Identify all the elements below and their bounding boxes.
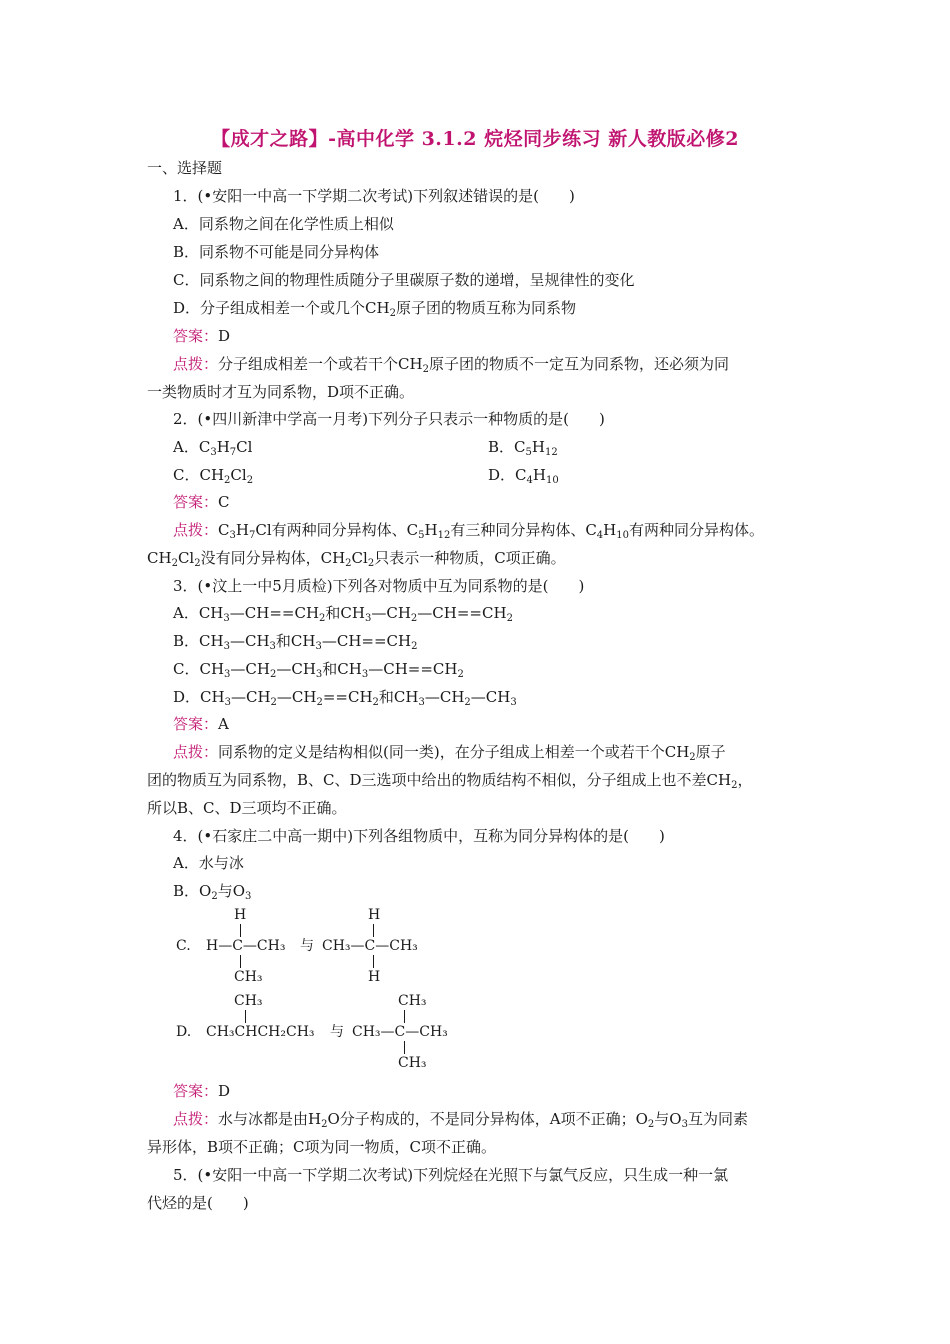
section-heading: 一、选择题 — [147, 159, 223, 177]
q4-d-left-top-ch3: CH₃ — [234, 993, 263, 1009]
q1-hint-line1: 点拨：分子组成相差一个或若干个$CH_2$原子团的物质不一定互为同系物，还必须为同 — [173, 355, 729, 375]
q4-c-right-bottom-bond — [373, 955, 374, 968]
q1-option-a: A．同系物之间在化学性质上相似 — [173, 215, 394, 233]
q4-d-yu: 与 — [330, 1024, 344, 1040]
q5-stem-line2: 代烃的是( ) — [147, 1194, 249, 1212]
q4-option-d-label: D. — [176, 1024, 192, 1040]
q2-stem: 2．(•四川新津中学高一月考)下列分子只表示一种物质的是( ) — [173, 410, 605, 428]
q4-c-left-bottom-ch3: CH₃ — [234, 969, 263, 985]
q4-d-right-top-bond — [404, 1010, 405, 1023]
q4-c-left-top-h: H — [234, 907, 247, 923]
q4-hint-line1: 点拨：水与冰都是由$H_2O$分子构成的，不是同分异构体，A项不正确；$O_2$与$O_3$互为同素 — [173, 1110, 748, 1130]
hint-label: 点拨： — [173, 355, 219, 373]
q4-c-left-formula: H—C—CH₃ — [206, 938, 286, 954]
q4-c-right-top-h: H — [368, 907, 381, 923]
q3-option-a: A．$CH_3—CH==CH_2$和$CH_3—CH_2—CH==CH_2$ — [173, 604, 513, 624]
q2-option-c: C．$CH_2Cl_2$ — [173, 466, 254, 486]
q3-hint-line2: 团的物质互为同系物，B、C、D三选项中给出的物质结构不相似，分子组成上也不差$CH_2$， — [147, 771, 753, 791]
q4-stem: 4．(•石家庄二中高一期中)下列各组物质中，互称为同分异构体的是( ) — [173, 827, 665, 845]
q4-option-b: B．$O_2$与$O_3$ — [173, 882, 252, 902]
q3-answer: 答案：A — [173, 715, 229, 733]
q2-answer: 答案：C — [173, 493, 230, 511]
q3-hint-line1: 点拨：同系物的定义是结构相似(同一类)，在分子组成上相差一个或若干个$CH_2$原子 — [173, 743, 726, 763]
q2-hint-line1: 点拨：$C_3H_7Cl$有两种同分异构体、$C_5H_{12}$有三种同分异构体、$C_4H_{10}$有两种同分异构体。 — [173, 521, 765, 541]
q2-option-d: D．$C_4H_{10}$ — [488, 466, 559, 486]
q2-option-a: A．$C_3H_7Cl$ — [173, 438, 253, 458]
q2-hint-line2: $CH_2Cl_2$没有同分异构体，$CH_2Cl_2$只表示一种物质，C项正确。 — [147, 549, 566, 569]
q4-c-yu: 与 — [300, 938, 314, 954]
q3-option-c: C．$CH_3—CH_2—CH_3$和$CH_3—CH==CH_2$ — [173, 660, 464, 680]
q3-hint-line3: 所以B、C、D三项均不正确。 — [147, 799, 347, 817]
q4-c-left-top-bond — [240, 924, 241, 937]
q4-c-right-formula: CH₃—C—CH₃ — [322, 938, 418, 954]
q4-d-right-formula: CH₃—C—CH₃ — [352, 1024, 448, 1040]
q1-answer: 答案：D — [173, 327, 231, 345]
q4-answer: 答案：D — [173, 1082, 231, 1100]
answer-label: 答案： — [173, 327, 219, 345]
q4-c-right-bottom-h: H — [368, 969, 381, 985]
q1-hint-line2: 一类物质时才互为同系物，D项不正确。 — [147, 383, 415, 401]
q1-option-c: C．同系物之间的物理性质随分子里碳原子数的递增，呈规律性的变化 — [173, 271, 635, 289]
q4-d-left-formula: CH₃CHCH₂CH₃ — [206, 1024, 315, 1040]
q4-c-right-top-bond — [373, 924, 374, 937]
q4-d-right-bottom-bond — [404, 1041, 405, 1054]
q4-d-right-top-ch3: CH₃ — [398, 993, 427, 1009]
q1-stem: 1．(•安阳一中高一下学期二次考试)下列叙述错误的是( ) — [173, 187, 575, 205]
q4-hint-line2: 异形体，B项不正确；C项为同一物质，C项不正确。 — [147, 1138, 496, 1156]
q4-c-left-bottom-bond — [240, 955, 241, 968]
q1-option-d: D．分子组成相差一个或几个$CH_2$原子团的物质互称为同系物 — [173, 299, 576, 319]
q4-option-a: A．水与冰 — [173, 854, 244, 872]
q4-d-right-bottom-ch3: CH₃ — [398, 1055, 427, 1071]
q3-option-d: D．$CH_3—CH_2—CH_2==CH_2$和$CH_3—CH_2—CH_3$ — [173, 688, 517, 708]
q1-option-b: B．同系物不可能是同分异构体 — [173, 243, 380, 261]
q2-option-b: B．$C_5H_{12}$ — [488, 438, 558, 458]
q4-option-c-label: C. — [176, 938, 191, 954]
q3-option-b: B．$CH_3—CH_3$和$CH_3—CH==CH_2$ — [173, 632, 418, 652]
q4-d-left-top-bond — [245, 1010, 246, 1023]
q5-stem-line1: 5．(•安阳一中高一下学期二次考试)下列烷烃在光照下与氯气反应，只生成一种一氯 — [173, 1166, 729, 1184]
document-title: 【成才之路】-高中化学 3.1.2 烷烃同步练习 新人教版必修2 — [211, 128, 739, 150]
q3-stem: 3．(•汶上一中5月质检)下列各对物质中互为同系物的是( ) — [173, 577, 585, 595]
